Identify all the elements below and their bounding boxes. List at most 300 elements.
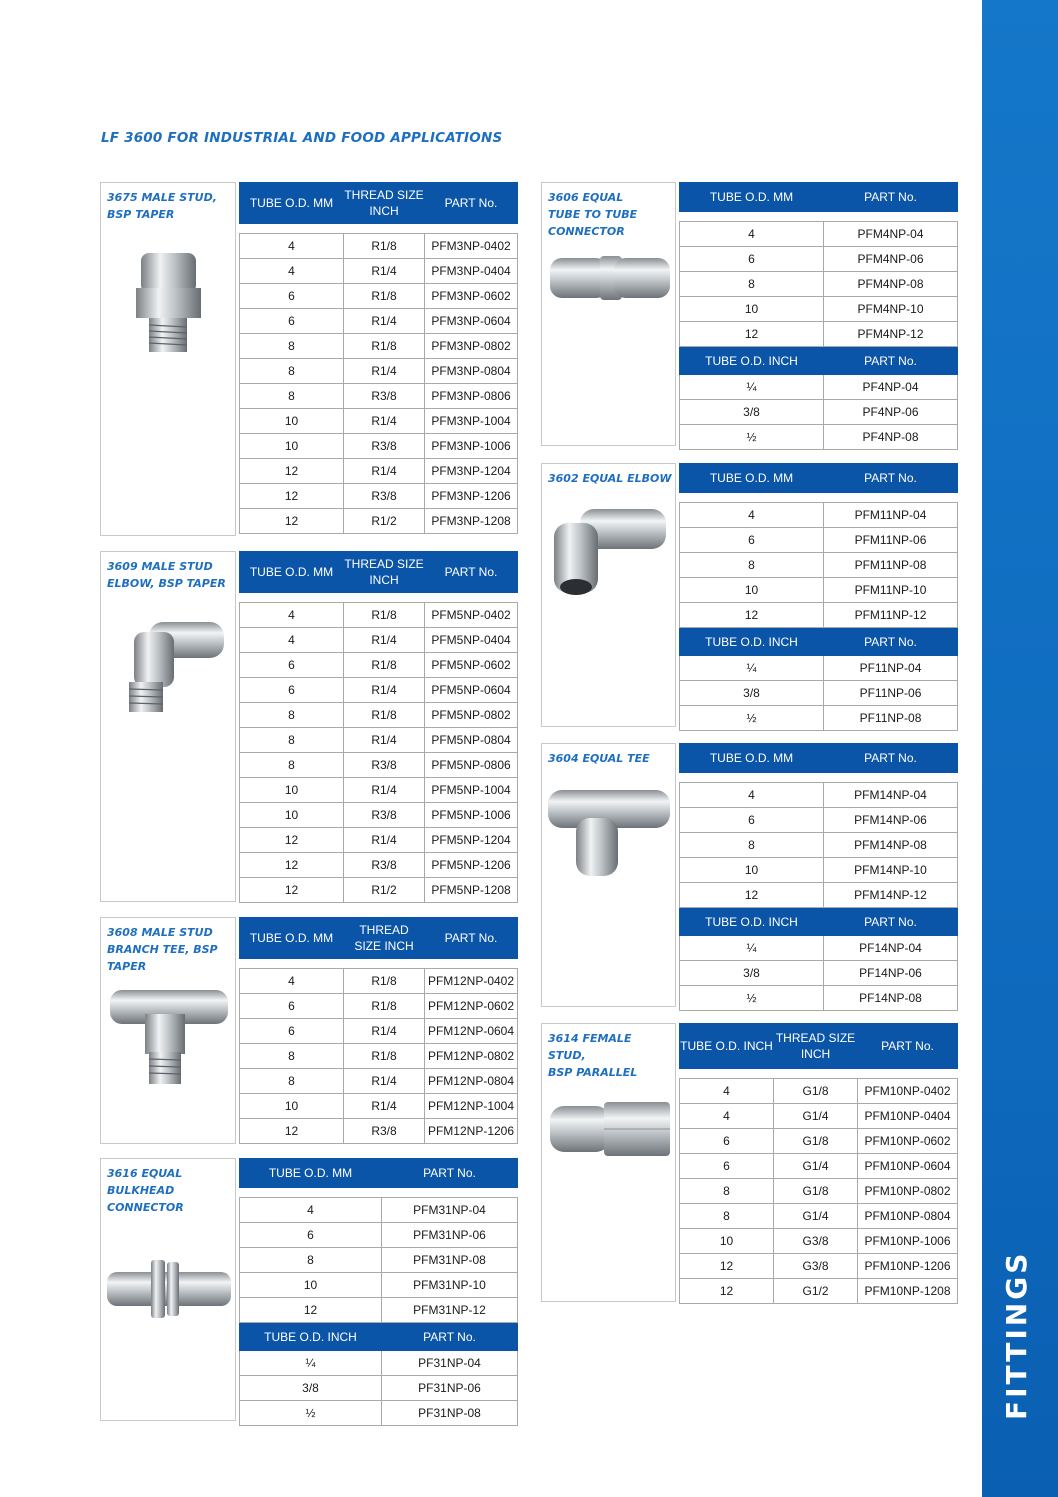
table-cell: 8 [240,1069,344,1094]
column-header: PART No. [425,918,518,959]
column-header: PART No. [824,744,958,773]
column-header: TUBE O.D. MM [240,183,344,224]
table-cell: 12 [240,878,344,903]
column-header: PART No. [824,908,958,936]
table-cell: 12 [680,322,824,347]
table-cell: 10 [680,858,824,883]
table-cell: 6 [240,678,344,703]
table-cell: G1/8 [774,1079,858,1104]
table-cell: R1/4 [344,628,425,653]
table-cell: PFM3NP-0402 [425,234,518,259]
product-title: 3606 EQUAL TUBE TO TUBE CONNECTOR [548,191,638,238]
table-row [240,1376,518,1401]
spec-table-3606 [679,182,958,450]
table-header [680,183,958,212]
table-subheader [240,1323,518,1351]
table-cell: PFM5NP-0802 [425,703,518,728]
table-cell: PFM12NP-0804 [425,1069,518,1094]
table-row [680,272,958,297]
table-cell: PFM12NP-1206 [425,1119,518,1144]
column-header: TUBE O.D. MM [240,552,344,593]
table-cell: 8 [240,1248,382,1273]
table-row [680,1154,958,1179]
table-cell: PFM5NP-0402 [425,603,518,628]
table-cell: R1/8 [344,234,425,259]
table-cell: ½ [240,1401,382,1426]
table-cell: R3/8 [344,753,425,778]
table-cell: PFM5NP-0404 [425,628,518,653]
column-header: PART No. [824,464,958,493]
column-header: TUBE O.D. INCH [680,347,824,375]
table-cell: PFM14NP-06 [824,808,958,833]
table-cell: 8 [680,833,824,858]
table-cell: 10 [240,803,344,828]
table-cell: PF4NP-06 [824,400,958,425]
table-row [240,1223,518,1248]
table-cell: 3/8 [680,681,824,706]
table-header [680,1024,958,1069]
table-subheader [680,628,958,656]
table-row [680,833,958,858]
table-cell: 4 [680,222,824,247]
spec-table-3608 [239,917,518,1144]
table-row [240,878,518,903]
column-header: THREAD SIZE INCH [344,552,425,593]
table-cell: 8 [240,1044,344,1069]
column-header: THREAD SIZE INCH [344,183,425,224]
table-cell: PFM5NP-1004 [425,778,518,803]
column-header: TUBE O.D. MM [240,1159,382,1188]
table-cell: R1/8 [344,284,425,309]
table-cell: PFM12NP-0602 [425,994,518,1019]
table-row [680,706,958,731]
column-header: TUBE O.D. MM [680,464,824,493]
table-cell: R1/4 [344,409,425,434]
table-cell: PFM31NP-06 [382,1223,518,1248]
table-cell: 4 [680,1104,774,1129]
table-row [240,803,518,828]
female-stud-fitting-image [548,1092,672,1172]
table-cell: PF14NP-04 [824,936,958,961]
table-cell: R1/8 [344,653,425,678]
table-row [240,828,518,853]
table-row [680,322,958,347]
table-row [680,808,958,833]
table-cell: 12 [680,1254,774,1279]
product-card-3604 [541,743,676,1007]
table-cell: 6 [680,808,824,833]
table-row [240,459,518,484]
table-cell: PFM10NP-0402 [858,1079,958,1104]
table-row [680,247,958,272]
table-cell: PFM3NP-1204 [425,459,518,484]
table-row [240,1351,518,1376]
table-cell: R1/2 [344,509,425,534]
table-cell: R1/4 [344,459,425,484]
table-cell: PFM12NP-1004 [425,1094,518,1119]
table-cell: PFM3NP-0604 [425,309,518,334]
table-cell: 8 [680,272,824,297]
table-cell: 8 [680,1179,774,1204]
table-cell: 6 [240,284,344,309]
table-cell: PFM5NP-0804 [425,728,518,753]
table-cell: ¼ [240,1351,382,1376]
straight-connector-fitting-image [548,248,672,308]
table-row [240,753,518,778]
table-cell: PFM5NP-0604 [425,678,518,703]
table-row [240,678,518,703]
table-row [680,375,958,400]
table-cell: 12 [680,883,824,908]
product-title: 3602 EQUAL ELBOW [548,472,672,485]
table-cell: 10 [680,297,824,322]
table-cell: 12 [240,1119,344,1144]
table-cell: 3/8 [240,1376,382,1401]
spec-table-3609 [239,551,518,903]
table-cell: PFM3NP-0804 [425,359,518,384]
table-cell: 12 [680,1279,774,1304]
table-cell: R3/8 [344,803,425,828]
table-row [680,400,958,425]
table-cell: PF11NP-06 [824,681,958,706]
product-card-3608 [100,917,236,1144]
table-cell: R1/8 [344,1044,425,1069]
column-header: TUBE O.D. INCH [680,908,824,936]
table-header [680,464,958,493]
table-cell: ½ [680,425,824,450]
product-card-3614 [541,1023,676,1302]
table-header [240,1159,518,1188]
table-row [240,994,518,1019]
table-row [240,969,518,994]
table-cell: 6 [680,1129,774,1154]
table-cell: 12 [240,1298,382,1323]
column-header: PART No. [824,628,958,656]
table-cell: PFM5NP-1204 [425,828,518,853]
column-header: THREAD SIZE INCH [344,918,425,959]
table-cell: PFM3NP-0802 [425,334,518,359]
table-cell: G1/8 [774,1129,858,1154]
table-cell: PF11NP-04 [824,656,958,681]
table-cell: PFM10NP-0604 [858,1154,958,1179]
equal-elbow-fitting-image [546,499,674,599]
table-row [680,1179,958,1204]
table-cell: PFM4NP-08 [824,272,958,297]
table-row [680,503,958,528]
table-cell: PFM11NP-12 [824,603,958,628]
table-row [240,234,518,259]
table-cell: 4 [240,603,344,628]
spec-table-3614 [679,1023,958,1304]
table-cell: 8 [240,703,344,728]
table-cell: 4 [680,783,824,808]
table-row [680,553,958,578]
table-cell: PFM31NP-10 [382,1273,518,1298]
table-cell: R1/4 [344,678,425,703]
table-row [680,783,958,808]
table-cell: 6 [240,1019,344,1044]
table-cell: R1/4 [344,1069,425,1094]
table-row [680,936,958,961]
table-cell: PFM11NP-06 [824,528,958,553]
table-cell: PF14NP-08 [824,986,958,1011]
table-subheader [680,908,958,936]
table-cell: PFM4NP-06 [824,247,958,272]
table-cell: ½ [680,706,824,731]
table-cell: 6 [240,994,344,1019]
table-cell: PFM3NP-1206 [425,484,518,509]
table-cell: 12 [240,828,344,853]
table-header [240,183,518,224]
table-cell: 4 [680,503,824,528]
table-row [680,986,958,1011]
product-card-3602 [541,463,676,727]
table-row [240,434,518,459]
column-header: PART No. [425,183,518,224]
table-row [680,681,958,706]
table-row [240,484,518,509]
table-cell: PFM14NP-08 [824,833,958,858]
table-cell: ¼ [680,936,824,961]
table-row [240,334,518,359]
table-cell: PFM3NP-0404 [425,259,518,284]
table-cell: G1/4 [774,1204,858,1229]
table-cell: R3/8 [344,434,425,459]
table-row [240,1198,518,1223]
table-cell: R3/8 [344,853,425,878]
table-cell: 6 [680,1154,774,1179]
table-row [240,1298,518,1323]
table-row [680,578,958,603]
table-cell: PFM31NP-12 [382,1298,518,1323]
table-cell: PFM12NP-0604 [425,1019,518,1044]
product-title: 3608 MALE STUD BRANCH TEE, BSP TAPER [107,926,218,973]
table-row [680,858,958,883]
table-cell: PFM11NP-08 [824,553,958,578]
table-cell: PFM11NP-04 [824,503,958,528]
column-header: THREAD SIZE INCH [774,1024,858,1069]
column-header: TUBE O.D. INCH [680,1024,774,1069]
column-header: PART No. [382,1323,518,1351]
column-header: PART No. [824,183,958,212]
table-cell: G1/8 [774,1179,858,1204]
table-cell: 4 [680,1079,774,1104]
table-cell: 10 [240,1094,344,1119]
table-cell: PFM10NP-1208 [858,1279,958,1304]
table-subheader [680,347,958,375]
table-cell: 12 [240,484,344,509]
product-card-3675 [100,182,236,536]
table-cell: R1/8 [344,994,425,1019]
product-card-3616 [100,1158,236,1421]
table-cell: R1/4 [344,259,425,284]
table-cell: 8 [240,384,344,409]
table-cell: R1/4 [344,309,425,334]
table-row [240,778,518,803]
table-row [680,603,958,628]
table-cell: PFM31NP-08 [382,1248,518,1273]
table-cell: 8 [240,359,344,384]
table-row [240,309,518,334]
table-cell: 8 [240,334,344,359]
section-label [1000,1380,1033,1420]
spec-table-3675 [239,182,518,534]
table-row [680,1129,958,1154]
table-cell: 3/8 [680,400,824,425]
table-cell: R1/4 [344,1094,425,1119]
table-cell: PF11NP-08 [824,706,958,731]
table-cell: PFM14NP-10 [824,858,958,883]
product-title: 3614 FEMALE STUD, BSP PARALLEL [548,1032,638,1079]
table-row [240,1273,518,1298]
table-cell: PF31NP-06 [382,1376,518,1401]
table-cell: 10 [240,1273,382,1298]
table-row [680,1279,958,1304]
product-title: 3675 MALE STUD, BSP TAPER [107,191,217,221]
table-row [240,259,518,284]
table-row [680,222,958,247]
table-cell: R1/8 [344,603,425,628]
table-cell: 8 [240,728,344,753]
table-cell: 4 [240,234,344,259]
male-stud-fitting-image [121,243,216,363]
column-header: TUBE O.D. MM [240,918,344,959]
table-row [680,1229,958,1254]
table-row [240,728,518,753]
product-title: 3616 EQUAL BULKHEAD CONNECTOR [107,1167,184,1214]
table-row [240,1401,518,1426]
table-row [240,1069,518,1094]
product-card-3609 [100,551,236,902]
table-row [240,1119,518,1144]
table-cell: 6 [240,1223,382,1248]
spec-table-3616 [239,1158,518,1426]
table-cell: PFM3NP-0602 [425,284,518,309]
product-card-3606 [541,182,676,446]
table-row [240,653,518,678]
table-header [680,744,958,773]
table-cell: 12 [240,509,344,534]
table-cell: PFM5NP-1206 [425,853,518,878]
table-cell: PFM3NP-1006 [425,434,518,459]
spec-table-3602 [679,463,958,731]
column-header: PART No. [824,347,958,375]
table-cell: R1/4 [344,1019,425,1044]
table-cell: 4 [240,259,344,284]
column-header: TUBE O.D. MM [680,183,824,212]
table-row [680,1079,958,1104]
table-cell: PFM11NP-10 [824,578,958,603]
product-title: 3609 MALE STUD ELBOW, BSP TAPER [107,560,226,590]
table-cell: 6 [240,309,344,334]
table-cell: 3/8 [680,961,824,986]
table-cell: R1/4 [344,728,425,753]
table-cell: PF14NP-06 [824,961,958,986]
table-row [240,1094,518,1119]
table-cell: PFM12NP-0402 [425,969,518,994]
table-row [680,528,958,553]
male-stud-elbow-fitting-image [109,602,234,722]
table-cell: PFM3NP-1208 [425,509,518,534]
table-cell: 10 [240,778,344,803]
table-row [680,961,958,986]
column-header: PART No. [425,552,518,593]
table-cell: 4 [240,969,344,994]
table-cell: R1/2 [344,878,425,903]
table-cell: PFM14NP-12 [824,883,958,908]
table-cell: 12 [240,459,344,484]
table-cell: R1/8 [344,703,425,728]
bulkhead-connector-fitting-image [105,1254,233,1324]
column-header: PART No. [858,1024,958,1069]
column-header: TUBE O.D. INCH [240,1323,382,1351]
table-cell: PFM10NP-1006 [858,1229,958,1254]
table-cell: 6 [240,653,344,678]
table-row [240,409,518,434]
table-cell: G1/4 [774,1154,858,1179]
table-cell: R3/8 [344,384,425,409]
table-cell: 10 [240,409,344,434]
table-cell: PFM5NP-1006 [425,803,518,828]
table-cell: G1/2 [774,1279,858,1304]
table-cell: 12 [240,853,344,878]
table-row [680,1104,958,1129]
column-header: TUBE O.D. INCH [680,628,824,656]
table-row [240,1019,518,1044]
table-cell: 10 [240,434,344,459]
table-cell: G1/4 [774,1104,858,1129]
table-cell: 6 [680,247,824,272]
table-cell: PF31NP-04 [382,1351,518,1376]
table-cell: 8 [240,753,344,778]
table-cell: PFM31NP-04 [382,1198,518,1223]
table-cell: PFM10NP-1206 [858,1254,958,1279]
table-cell: PFM5NP-1208 [425,878,518,903]
page-title: LF 3600 FOR INDUSTRIAL AND FOOD APPLICATIONS [101,130,503,146]
table-cell: PFM5NP-0806 [425,753,518,778]
table-cell: PFM3NP-1004 [425,409,518,434]
product-title: 3604 EQUAL TEE [548,752,650,765]
table-cell: ¼ [680,375,824,400]
table-cell: PFM5NP-0602 [425,653,518,678]
table-row [680,297,958,322]
table-cell: PFM3NP-0806 [425,384,518,409]
table-cell: R1/4 [344,359,425,384]
table-cell: ½ [680,986,824,1011]
table-cell: 10 [680,1229,774,1254]
table-row [240,509,518,534]
table-cell: G3/8 [774,1229,858,1254]
table-cell: 4 [240,628,344,653]
table-cell: PFM10NP-0802 [858,1179,958,1204]
table-cell: 12 [680,603,824,628]
table-cell: G3/8 [774,1254,858,1279]
column-header: TUBE O.D. MM [680,744,824,773]
column-header: PART No. [382,1159,518,1188]
table-cell: R1/4 [344,778,425,803]
branch-tee-fitting-image [105,978,233,1098]
table-cell: PFM10NP-0404 [858,1104,958,1129]
table-cell: R1/4 [344,828,425,853]
table-row [240,703,518,728]
table-cell: PFM10NP-0804 [858,1204,958,1229]
table-row [240,603,518,628]
table-row [240,284,518,309]
table-cell: R3/8 [344,1119,425,1144]
table-cell: R1/8 [344,334,425,359]
equal-tee-fitting-image [546,782,674,882]
table-cell: 6 [680,528,824,553]
